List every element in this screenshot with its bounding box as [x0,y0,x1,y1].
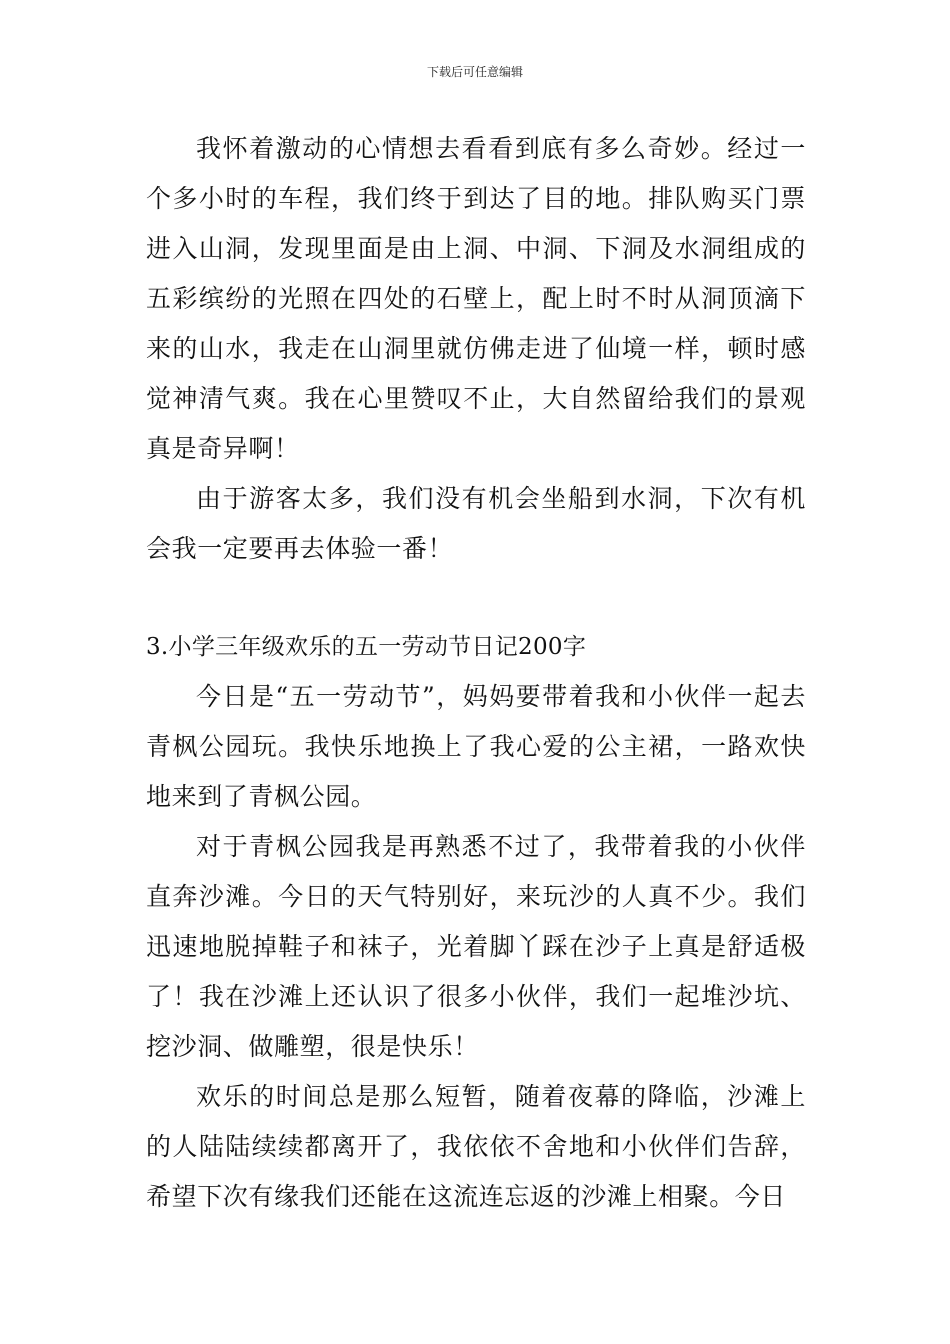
paragraph-labor-day: 今日是“五一劳动节”，妈妈要带着我和小伙伴一起去青枫公园玩。我快乐地换上了我心爱的公主裙，一路欢快地来到了青枫公园。 [146,682,806,811]
page-header-note: 下载后可任意编辑 [426,65,523,79]
document-body [146,124,806,1222]
paragraph-water-cave: 由于游客太多，我们没有机会坐船到水洞，下次有机会我一定要再去体验一番！ [146,484,806,563]
paragraph-cave-visit: 我怀着激动的心情想去看看到底有多么奇妙。经过一个多小时的车程，我们终于到达了目的地。排队购买门票进入山洞，发现里面是由上洞、中洞、下洞及水洞组成的五彩缤纷的光照在四处的石壁上，配上时不时从洞顶滴下来的山水，我走在山洞里就仿佛走进了仙境一样，顿时感觉神清气爽。我在心里赞叹不止，大自然留给我们的景观真是奇异啊！ [146,134,806,463]
paragraph-farewell: 欢乐的时间总是那么短暂，随着夜幕的降临，沙滩上的人陆陆续续都离开了，我依依不舍地和小伙伴们告辞，希望下次有缘我们还能在这流连忘返的沙滩上相聚。今日 [146,1082,806,1211]
section-heading: 3.小学三年级欢乐的五一劳动节日记200字 [146,634,587,660]
paragraph-beach: 对于青枫公园我是再熟悉不过了，我带着我的小伙伴直奔沙滩。今日的天气特别好，来玩沙的人真不少。我们迅速地脱掉鞋子和袜子，光着脚丫踩在沙子上真是舒适极了！我在沙滩上还认识了很多小伙伴，我们一起堆沙坑、挖沙洞、做雕塑，很是快乐！ [146,832,806,1061]
